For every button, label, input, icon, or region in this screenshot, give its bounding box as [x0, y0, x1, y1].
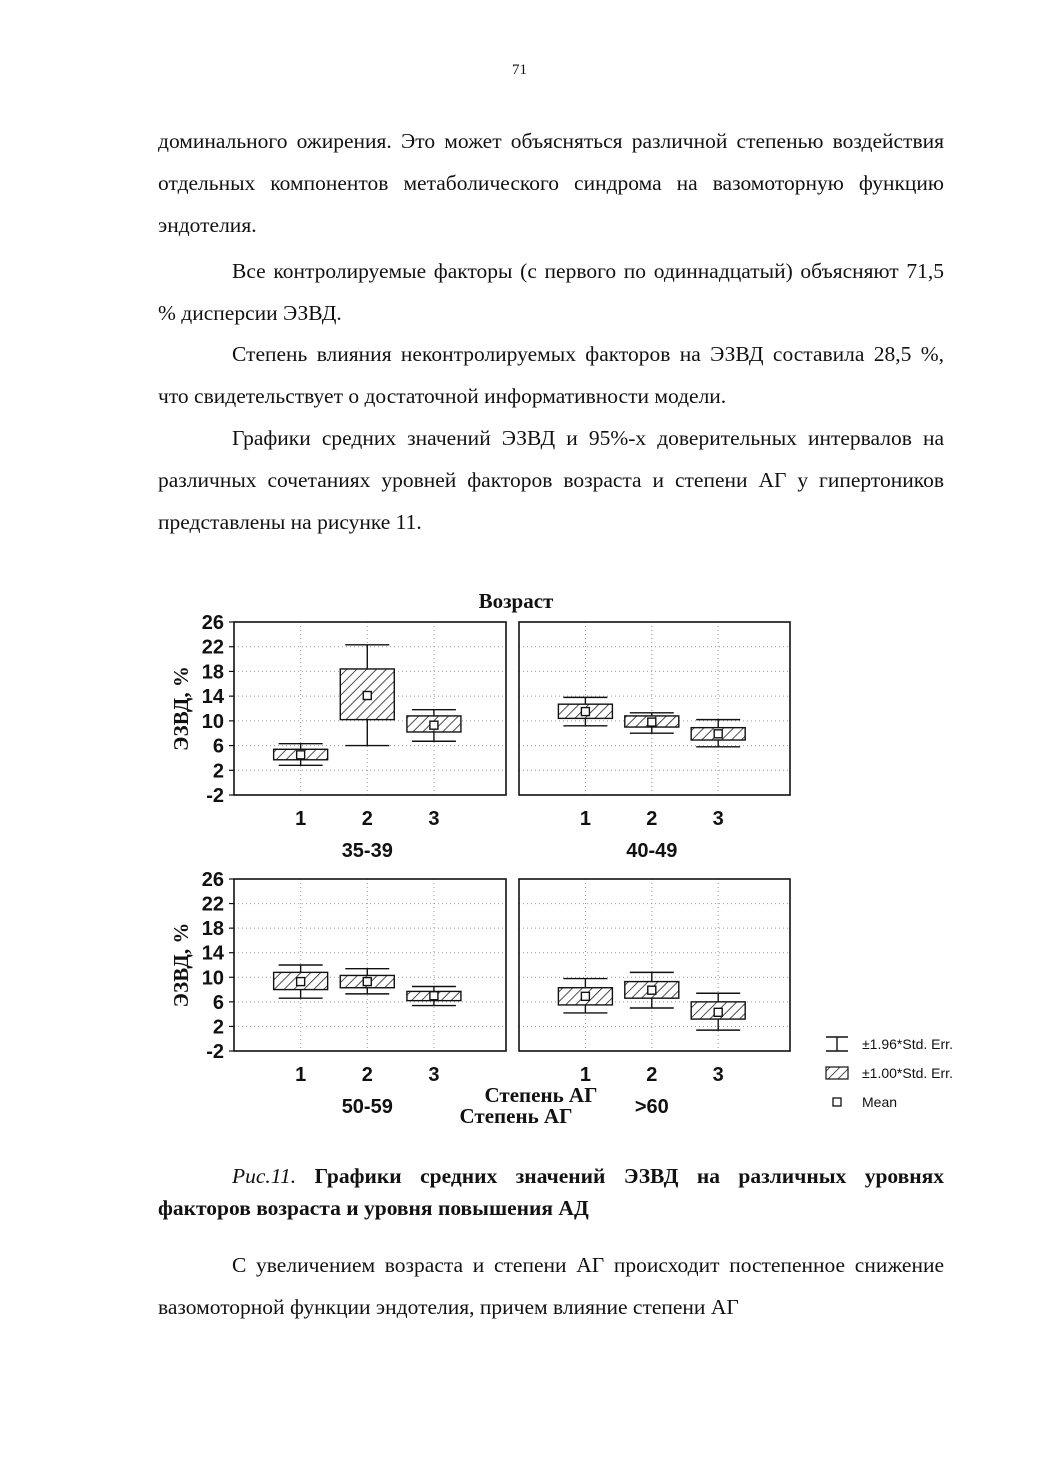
box-plot-figure [0, 570, 1039, 1145]
page-number: 71 [512, 62, 527, 78]
plot-frame [234, 879, 506, 1051]
paragraph-5: С увеличением возраста и степени АГ происходит постепенное снижение вазомоторной функции эндотелия, причем влияние степени АГ [158, 1253, 944, 1319]
box-glyph-35-39-3 [407, 710, 461, 742]
legend-mean-symbol [833, 1098, 841, 1106]
plot-frame [519, 879, 790, 1051]
y-axis-label: ЭЗВД, % [169, 666, 193, 751]
x-tick-label: 3 [428, 1064, 440, 1086]
box-glyph-35-39-2 [340, 645, 394, 746]
mean-marker [297, 751, 305, 759]
group-label: >60 [634, 1096, 669, 1118]
mean-marker [648, 986, 656, 994]
box-glyph-50-59-1 [274, 965, 328, 998]
x-tick-label: 1 [295, 808, 307, 830]
paragraph-2: Все контролируемые факторы (с первого по одиннадцатый) объясняют 71,5 % дисперсии ЭЗВД. [158, 259, 944, 325]
mean-marker [363, 692, 371, 700]
x-axis-label-duplicate: Степень АГ [459, 1104, 573, 1128]
y-tick-label: 14 [201, 686, 224, 709]
x-tick-label: 1 [579, 1064, 591, 1086]
mean-marker [430, 992, 438, 1000]
caption-text: Графики средних значений ЭЗВД на различных уровнях факторов возраста и уровня повышения АД [158, 1164, 944, 1220]
y-tick-label: 2 [212, 760, 224, 783]
x-tick-label: 1 [295, 1064, 307, 1086]
group-label: 40-49 [626, 840, 678, 862]
y-tick-label: 22 [201, 893, 224, 916]
group-label: 50-59 [341, 1096, 393, 1118]
y-tick-label: 6 [212, 991, 224, 1014]
legend-label: ±1.00*Std. Err. [862, 1065, 953, 1081]
x-tick-label: 3 [712, 808, 724, 830]
box-glyph-40-49-3 [691, 720, 745, 747]
mean-marker [581, 992, 589, 1000]
legend-box-symbol [826, 1067, 848, 1079]
mean-marker [581, 708, 589, 716]
y-axis-label: ЭЗВД, % [169, 922, 193, 1008]
box-glyph->60-3 [691, 993, 745, 1030]
y-tick-label: 6 [212, 735, 224, 758]
mean-marker [648, 718, 656, 726]
y-tick-label: 18 [201, 918, 224, 941]
caption-label: Рис.11. [232, 1164, 297, 1188]
group-label: 35-39 [341, 840, 393, 862]
y-tick-label: 26 [201, 869, 224, 891]
paragraph-3: Степень влияния неконтролируемых факторов на ЭЗВД составила 28,5 %, что свидетельствует о достаточной информативности модели. [158, 342, 944, 408]
x-tick-label: 3 [428, 808, 440, 830]
x-tick-label: 2 [646, 1064, 658, 1086]
box-glyph-35-39-1 [274, 744, 328, 766]
x-tick-label: 2 [646, 808, 658, 830]
box-glyph-40-49-2 [625, 713, 679, 733]
figure-caption [158, 1160, 944, 1224]
y-tick-label: 26 [201, 612, 224, 634]
paragraph-1: доминального ожирения. Это может объясняться различной степенью воздействия отдельных компонентов метаболического синдрома на вазомоторную функцию эндотелия. [158, 129, 944, 237]
box-glyph-50-59-2 [340, 969, 394, 994]
legend-label: Mean [862, 1094, 898, 1110]
y-tick-label: 10 [201, 967, 224, 990]
box-glyph->60-1 [558, 979, 612, 1013]
x-tick-label: 1 [579, 808, 591, 830]
y-tick-label: 22 [201, 636, 224, 659]
box-glyph-40-49-1 [558, 697, 612, 725]
mean-marker [714, 730, 722, 738]
y-tick-label: -2 [206, 785, 224, 807]
chart-title: Возраст [478, 589, 554, 613]
legend-label: ±1.96*Std. Err. [862, 1036, 953, 1052]
y-tick-label: 18 [201, 661, 224, 684]
x-tick-label: 2 [361, 808, 373, 830]
paragraph-4: Графики средних значений ЭЗВД и 95%-х доверительных интервалов на различных сочетаниях уровней факторов возраста и степени АГ у гипертоников представлены на рисунке 11. [158, 426, 944, 534]
mean-marker [714, 1008, 722, 1016]
y-tick-label: 10 [201, 710, 224, 733]
y-tick-label: 14 [201, 942, 224, 965]
box-glyph->60-2 [625, 972, 679, 1008]
mean-marker [297, 978, 305, 986]
y-tick-label: 2 [212, 1016, 224, 1039]
x-tick-label: 3 [712, 1064, 724, 1086]
mean-marker [363, 978, 371, 986]
x-tick-label: 2 [361, 1064, 373, 1086]
y-tick-label: -2 [206, 1041, 224, 1063]
x-axis-label: Степень АГ [484, 1083, 598, 1107]
mean-marker [430, 721, 438, 729]
box-glyph-50-59-3 [407, 987, 461, 1006]
